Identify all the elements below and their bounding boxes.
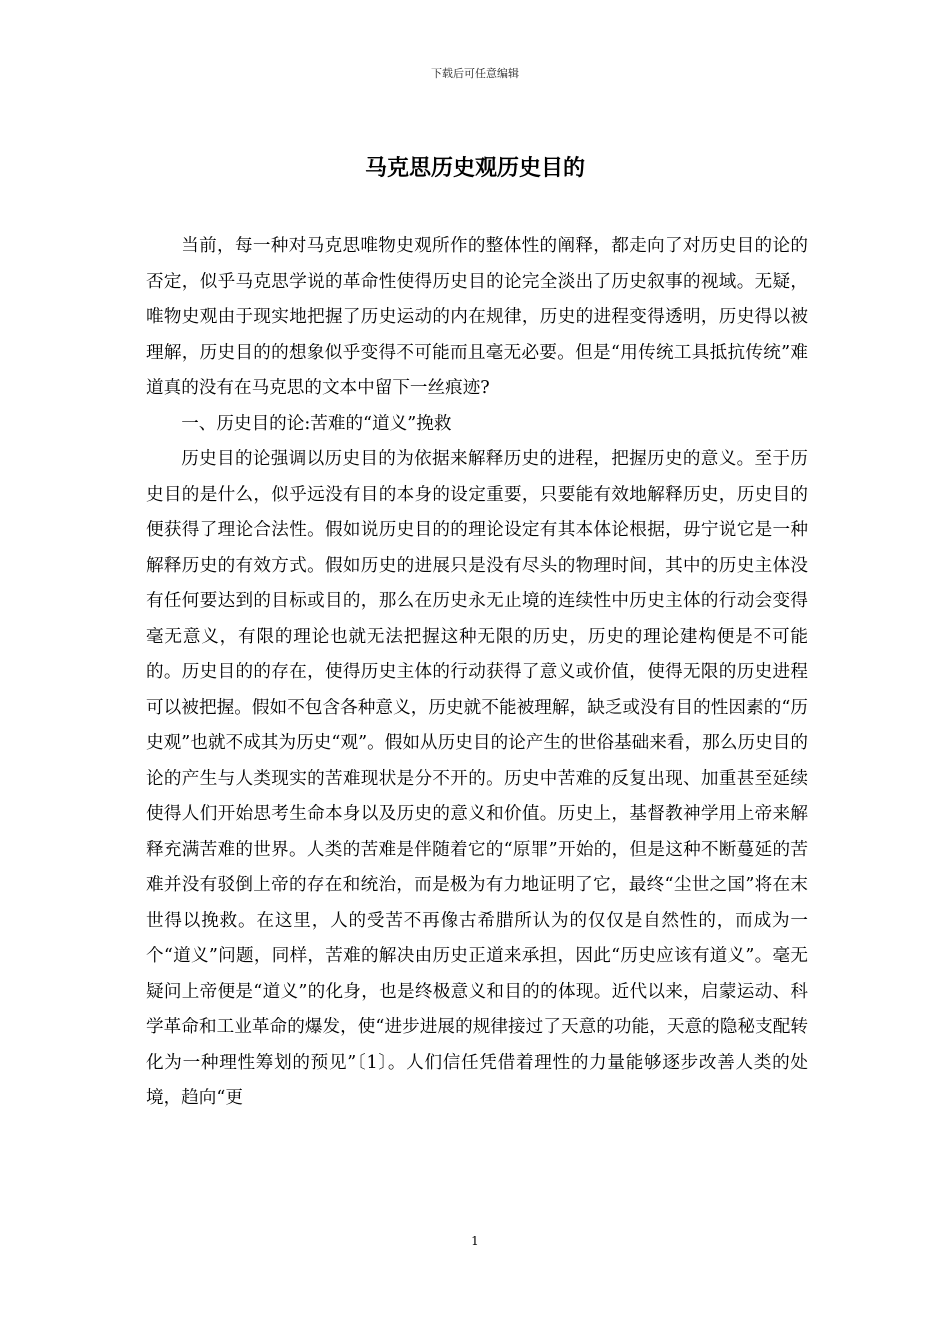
document-body — [146, 229, 808, 1117]
document-title: 马克思历史观历史目的 — [364, 155, 585, 181]
page-number: 1 — [471, 1234, 479, 1248]
section-heading: 一、历史目的论:苦难的“道义”挽救 — [181, 413, 452, 434]
intro-paragraph: 当前，每一种对马克思唯物史观所作的整体性的阐释，都走向了对历史目的论的否定，似乎马克思学说的革命性使得历史目的论完全淡出了历史叙事的视域。无疑，唯物史观由于现实地把握了历史运动的内在规律，历史的进程变得透明，历史得以被理解，历史目的的想象似乎变得不可能而且毫无必要。但是“用传统工具抵抗传统”难道真的没有在马克思的文本中留下一丝痕迹? — [146, 236, 808, 398]
section-body-paragraph: 历史目的论强调以历史目的为依据来解释历史的进程，把握历史的意义。至于历史目的是什么，似乎远没有目的本身的设定重要，只要能有效地解释历史，历史目的便获得了理论合法性。假如说历史目的的理论设定有其本体论根据，毋宁说它是一种解释历史的有效方式。假如历史的进展只是没有尽头的物理时间，其中的历史主体没有任何要达到的目标或目的，那么在历史永无止境的连续性中历史主体的行动会变得毫无意义，有限的理论也就无法把握这种无限的历史，历史的理论建构便是不可能的。历史目的的存在，使得历史主体的行动获得了意义或价值，使得无限的历史进程可以被把握。假如不包含各种意义，历史就不能被理解，缺乏或没有目的性因素的“历史观”也就不成其为历史“观”。假如从历史目的论产生的世俗基础来看，那么历史目的论的产生与人类现实的苦难现状是分不开的。历史中苦难的反复出现、加重甚至延续使得人们开始思考生命本身以及历史的意义和价值。历史上，基督教神学用上帝来解释充满苦难的世界。人类的苦难是伴随着它的“原罪”开始的，但是这种不断蔓延的苦难并没有驳倒上帝的存在和统治，而是极为有力地证明了它，最终“尘世之国”将在末世得以挽救。在这里，人的受苦不再像古希腊所认为的仅仅是自然性的，而成为一个“道义”问题，同样，苦难的解决由历史正道来承担，因此“历史应该有道义”。毫无疑问上帝便是“道义”的化身，也是终极意义和目的的体现。近代以来，启蒙运动、科学革命和工业革命的爆发，使“进步进展的规律接过了天意的功能，天意的隐秘支配转化为一种理性筹划的预见”〔1〕。人们信任凭借着理性的力量能够逐步改善人类的处境，趋向“更 — [146, 449, 808, 1108]
page-header: 下载后可任意编辑 — [431, 67, 519, 80]
